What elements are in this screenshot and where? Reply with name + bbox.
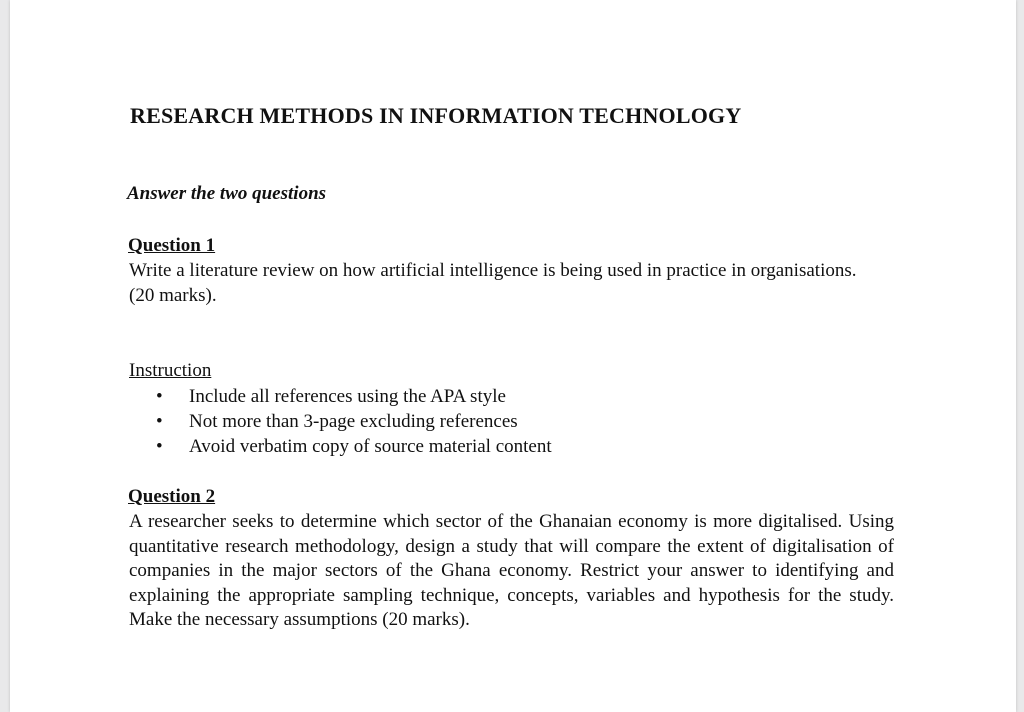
list-item [156,434,552,459]
general-instruction: Answer the two questions [127,183,327,204]
bullet-icon: • [156,411,163,432]
bullet-icon: • [156,386,163,407]
document-page [10,0,1016,712]
instruction-item-text: Avoid verbatim copy of source material content [189,436,552,457]
question-2-text: A researcher seeks to determine which sector of the Ghanaian economy is more digitalised. Using quantitative research methodology, design a study that will compare the extent of digitalisation of companies in the major sectors of the Ghana economy. Restrict your answer to identifying and explaining the appropriate sampling technique, concepts, variables and hypothesis for the study. Make the necessary assumptions (20 marks). [129,511,894,630]
instruction-item-text: Include all references using the APA style [189,386,506,407]
document-title: RESEARCH METHODS IN INFORMATION TECHNOLOGY [130,103,742,128]
question-2-heading: Question 2 [128,486,216,507]
question-1-marks: (20 marks). [129,285,217,306]
instruction-heading: Instruction [129,360,212,381]
question-1-heading: Question 1 [128,235,216,256]
list-item [156,384,552,409]
question-1-text: Write a literature review on how artificial intelligence is being used in practice in organisations. [129,260,857,281]
instruction-list [156,384,552,459]
instruction-item-text: Not more than 3-page excluding references [189,411,518,432]
bullet-icon: • [156,436,163,457]
list-item [156,409,552,434]
